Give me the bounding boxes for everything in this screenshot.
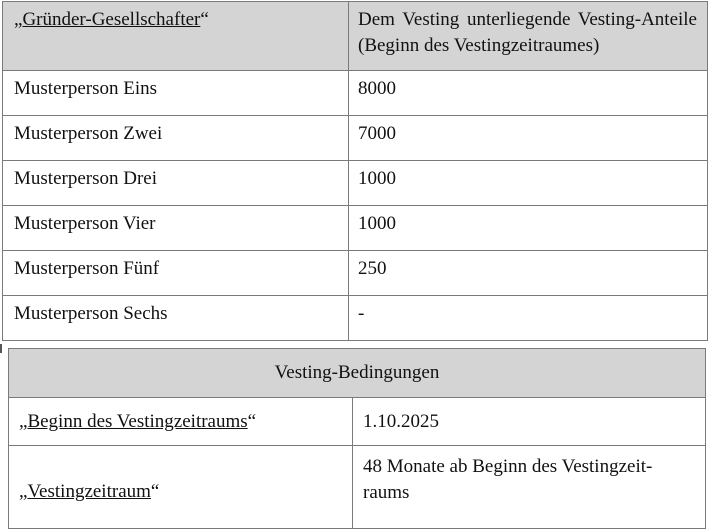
- quote-close: “: [150, 481, 160, 502]
- table-row: [3, 161, 708, 206]
- table-row: [3, 251, 708, 296]
- shares-header-label: Dem Vesting unterliegende Vesting-Anteile (Beginn des Vestingzeitraumes): [358, 9, 697, 56]
- margin-tick-mark: [0, 344, 2, 353]
- founder-name: Musterperson Sechs: [3, 296, 349, 341]
- founder-shares: 1000: [349, 161, 708, 206]
- vesting-term-label: Beginn des Vestingzeitraums: [27, 410, 248, 432]
- founder-shares: 7000: [349, 116, 708, 161]
- founder-shares: 1000: [349, 206, 708, 251]
- table-row: [9, 446, 706, 529]
- quote-open: „: [19, 481, 28, 502]
- vesting-term-cell: [9, 398, 353, 446]
- founder-name: Musterperson Drei: [3, 161, 349, 206]
- founder-shares: -: [349, 296, 708, 341]
- founder-name: Musterperson Eins: [3, 71, 349, 116]
- table-row: [3, 116, 708, 161]
- founders-header-cell: [3, 2, 349, 71]
- founders-table: [2, 1, 708, 341]
- vesting-term-label: Vestingzeitraum: [27, 481, 151, 502]
- table-row: [3, 296, 708, 341]
- founder-shares: 250: [349, 251, 708, 296]
- table-row: [3, 206, 708, 251]
- founder-shares: 8000: [349, 71, 708, 116]
- vesting-table-title: Vesting-Bedingungen: [9, 349, 706, 398]
- vesting-table-header: [9, 349, 706, 398]
- founders-header-label: Gründer-Gesellschafter: [22, 9, 201, 30]
- founder-name: Musterperson Zwei: [3, 116, 349, 161]
- quote-open: „: [19, 410, 28, 432]
- founder-name: Musterperson Fünf: [3, 251, 349, 296]
- quote-open: „: [14, 9, 23, 30]
- quote-close: “: [200, 9, 209, 30]
- vesting-term-value: 48 Monate ab Beginn des Vestingzeit-raums: [353, 446, 706, 529]
- vesting-term-cell: [9, 446, 353, 529]
- founders-table-header: [3, 2, 708, 71]
- table-row: [3, 71, 708, 116]
- vesting-term-value: 1.10.2025: [353, 398, 706, 446]
- founder-name: Musterperson Vier: [3, 206, 349, 251]
- table-row: [9, 398, 706, 446]
- vesting-conditions-table: [8, 348, 706, 529]
- quote-close: “: [247, 410, 257, 432]
- shares-header-cell: [349, 2, 708, 71]
